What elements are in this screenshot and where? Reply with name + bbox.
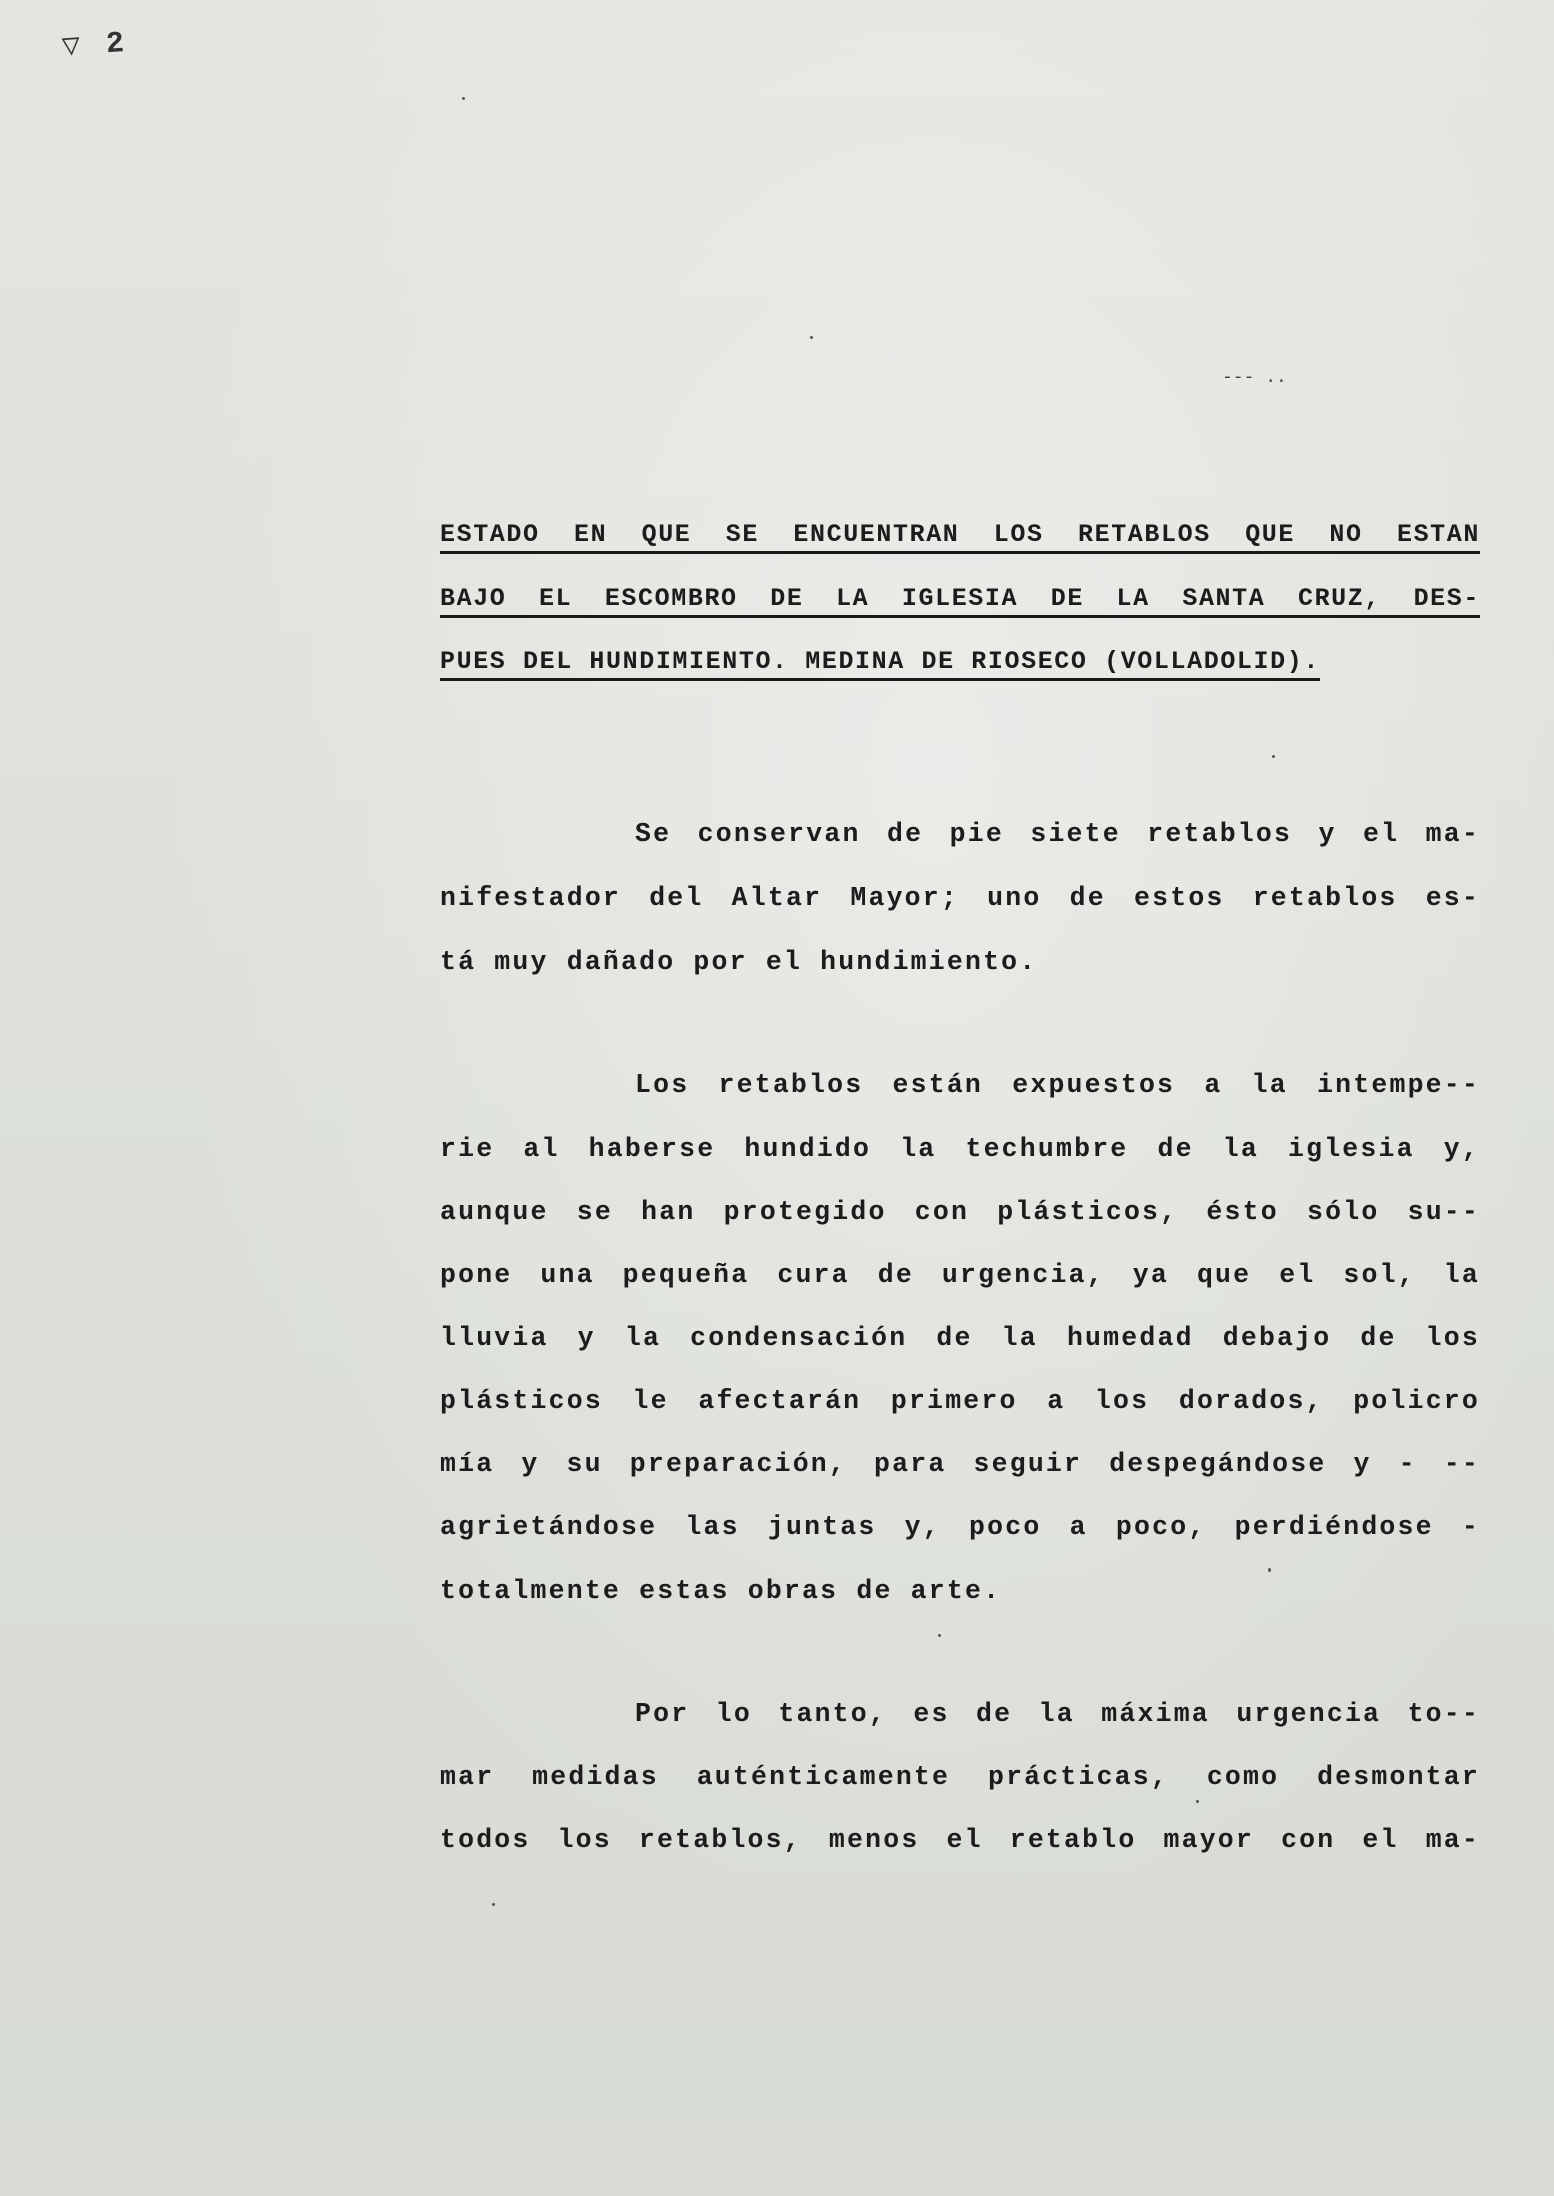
text-line: tá muy dañado por el hundimiento. — [440, 947, 1038, 977]
text-line: nifestador del Altar Mayor; uno de estos retablos es- — [440, 883, 1480, 913]
title-line-2: BAJO EL ESCOMBRO DE LA IGLESIA DE LA SANTA CRUZ, DES- — [440, 582, 1480, 616]
text-line: pone una pequeña cura de urgencia, ya que el sol, la — [440, 1260, 1480, 1290]
text-line: Los retablos están expuestos a la intempe-- — [635, 1070, 1480, 1100]
text-line: lluvia y la condensación de la humedad debajo de los — [440, 1323, 1480, 1353]
text-line: Por lo tanto, es de la máxima urgencia to-- — [635, 1699, 1480, 1729]
text-line: agrietándose las juntas y, poco a poco, perdiéndose - — [440, 1512, 1480, 1542]
scan-speck — [462, 97, 465, 100]
text-line: mía y su preparación, para seguir despegándose y - -- — [440, 1449, 1480, 1479]
scan-speck — [810, 336, 813, 339]
scan-speck — [492, 1903, 495, 1906]
text-line: aunque se han protegido con plásticos, ésto sólo su-- — [440, 1197, 1480, 1227]
title-line-3: PUES DEL HUNDIMIENTO. MEDINA DE RIOSECO (VOLLADOLID). — [440, 645, 1480, 679]
text-line: mar medidas auténticamente prácticas, como desmontar — [440, 1762, 1480, 1792]
text-line: todos los retablos, menos el retablo mayor con el ma- — [440, 1825, 1480, 1855]
text-line: rie al haberse hundido la techumbre de la iglesia y, — [440, 1134, 1480, 1164]
stray-mark: --- .. — [1222, 368, 1287, 388]
title-line-1: ESTADO EN QUE SE ENCUENTRAN LOS RETABLOS QUE NO ESTAN — [440, 518, 1480, 552]
scan-speck — [938, 1634, 941, 1637]
scan-speck — [1272, 755, 1275, 758]
scan-speck — [1196, 1800, 1199, 1803]
text-line: plásticos le afectarán primero a los dorados, policro — [440, 1386, 1480, 1416]
scan-speck — [1268, 1568, 1271, 1572]
text-line: totalmente estas obras de arte. — [440, 1576, 1002, 1606]
corner-mark: ▽ 2 — [60, 26, 130, 66]
text-line: Se conservan de pie siete retablos y el ma- — [635, 819, 1480, 849]
